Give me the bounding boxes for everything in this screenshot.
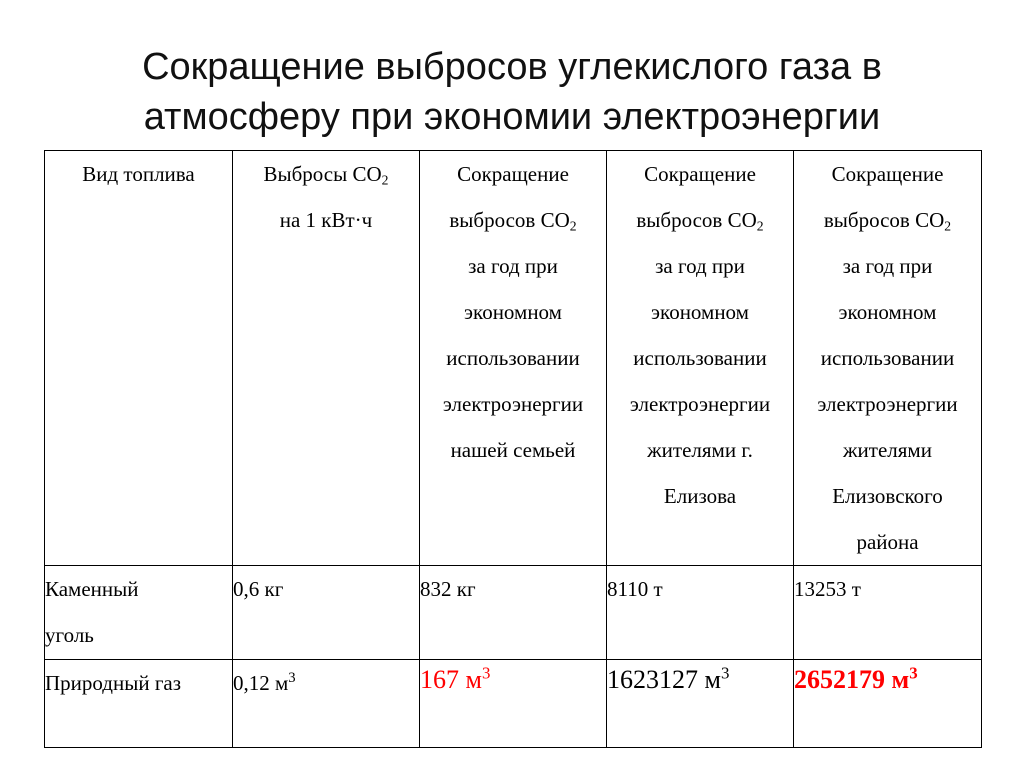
slide-title (60, 42, 964, 142)
header-line: экономном (838, 300, 937, 324)
table-row-gas (45, 660, 982, 748)
header-line: Елизова (663, 484, 737, 508)
header-line: электроэнергии (629, 392, 771, 416)
header-line: электроэнергии (442, 392, 584, 416)
header-line: использовании (446, 346, 580, 370)
header-family-reduction (420, 151, 607, 566)
header-line: района (856, 530, 919, 554)
cell-fuel-coal: Каменный уголь (45, 566, 233, 660)
cell-gas-city: 1623127 $м^3$ (607, 660, 794, 748)
header-line: Сокращение (644, 162, 756, 186)
header-line: за год при (655, 254, 745, 278)
cell-gas-emission: 0,12 $м^3$ (233, 660, 420, 748)
header-line: Выбросы $СО_2$ (263, 162, 389, 188)
header-line: Елизовского (832, 484, 943, 508)
header-line: за год при (842, 254, 933, 278)
table-row-coal (45, 566, 982, 660)
header-emissions-per-kwh (233, 151, 420, 566)
header-line: использовании (820, 346, 955, 370)
cell-coal-district: 13253 т (794, 566, 982, 660)
header-fuel-type (45, 151, 233, 566)
header-line: выбросов $СО_2$ (823, 208, 952, 234)
header-line: Сокращение (457, 162, 569, 186)
slide-title-line-2: атмосферу при экономии электроэнергии (143, 96, 881, 138)
header-line: выбросов $СО_2$ (636, 208, 764, 234)
header-district-reduction (794, 151, 982, 566)
header-line: экономном (651, 300, 749, 324)
header-line: Вид топлива (82, 162, 195, 186)
slide-title-line-1: Сокращение выбросов углекислого газа в (142, 46, 882, 88)
header-line: выбросов $СО_2$ (449, 208, 577, 234)
header-city-reduction (607, 151, 794, 566)
header-line: жителями (843, 438, 932, 462)
cell-coal-city: 8110 т (607, 566, 794, 660)
header-line: электроэнергии (817, 392, 958, 416)
header-line: Сокращение (831, 162, 944, 186)
header-line: экономном (464, 300, 562, 324)
cell-coal-emission: 0,6 кг (233, 566, 420, 660)
header-line: за год при (468, 254, 558, 278)
header-line: нашей семьей (450, 438, 576, 462)
cell-fuel-gas: Природный газ (45, 660, 233, 748)
table-header-row (45, 151, 982, 566)
emissions-table (44, 150, 982, 748)
cell-gas-family: 167 $м^3$ (420, 660, 607, 748)
cell-coal-family: 832 кг (420, 566, 607, 660)
cell-gas-district: 2652179 $м^3$ (794, 660, 982, 748)
header-line: жителями г. (647, 438, 753, 462)
header-line: на 1 кВт·ч (279, 208, 373, 232)
header-line: использовании (633, 346, 767, 370)
